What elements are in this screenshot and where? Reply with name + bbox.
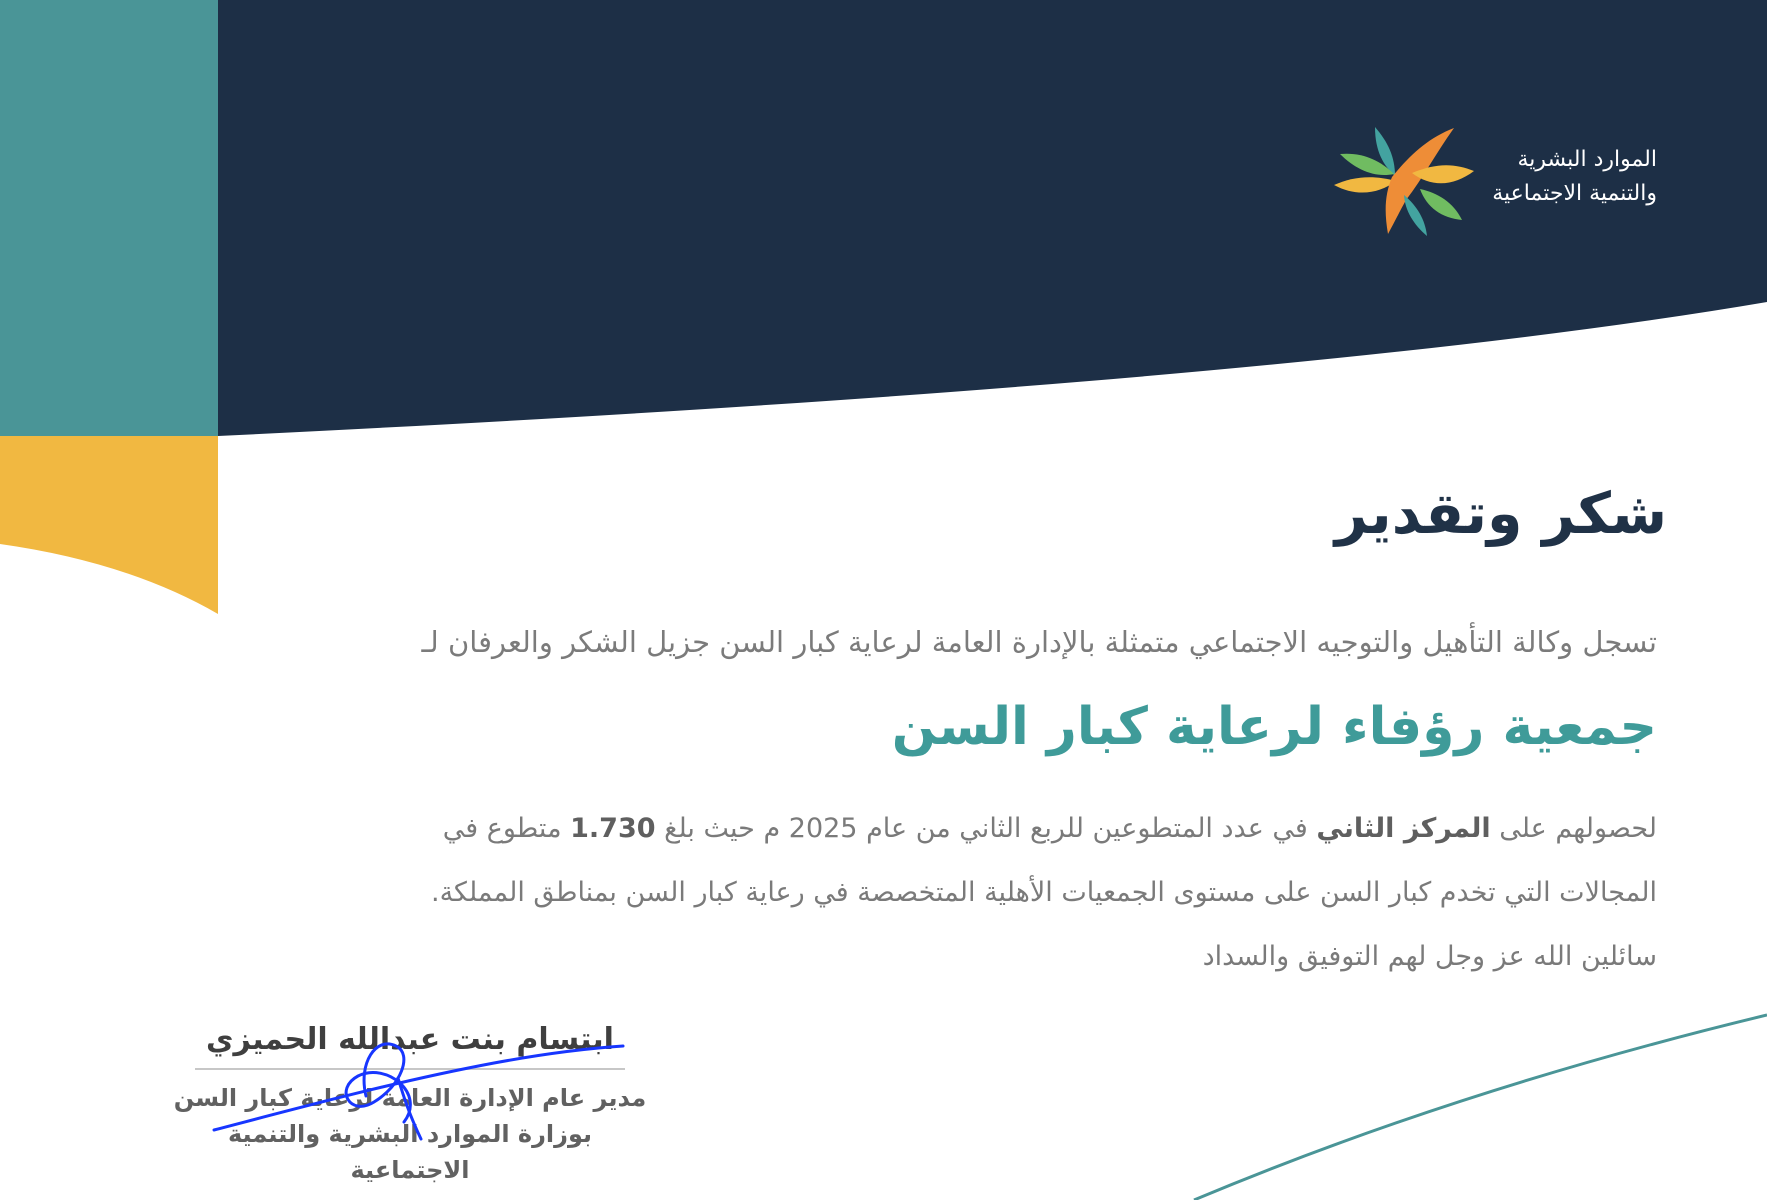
certificate-title: شكر وتقدير (1334, 481, 1667, 547)
signer-role-line-2: بوزارة الموارد البشرية والتنمية الاجتماعية (227, 1120, 593, 1184)
logo-line-2: والتنمية الاجتماعية (1492, 181, 1657, 206)
body-line-1-prefix: لحصولهم على (1490, 813, 1657, 844)
logo-teal-bottom (1404, 195, 1427, 236)
logo-green-right (1420, 189, 1462, 220)
ministry-star-logo-icon (1332, 118, 1474, 236)
handwritten-signature (208, 1028, 628, 1148)
left-teal-panel (0, 0, 218, 440)
logo-text (1492, 143, 1657, 211)
body-line-1 (137, 797, 1657, 861)
body-line-2: المجالات التي تخدم كبار السن على مستوى الجمعيات الأهلية المتخصصة في رعاية كبار السن بمناطق المملكة. (431, 877, 1657, 908)
ministry-logo (1332, 118, 1657, 236)
left-yellow-accent (0, 436, 218, 614)
body-line-1-suffix: متطوع في (442, 813, 571, 844)
body-line-3: سائلين الله عز وجل لهم التوفيق والسداد (1202, 941, 1657, 972)
body-line-1-middle: في عدد المتطوعين للربع الثاني من عام 2025 م حيث بلغ (655, 813, 1317, 844)
certificate-body (137, 797, 1657, 989)
recipient-name: جمعية رؤفاء لرعاية كبار السن (891, 697, 1657, 757)
volunteer-count: 1.730 (570, 813, 656, 844)
ranking-text: المركز الثاني (1316, 813, 1491, 844)
intro-text: تسجل وكالة التأهيل والتوجيه الاجتماعي متمثلة بالإدارة العامة لرعاية كبار السن جزيل الشكر والعرفان لـ (421, 625, 1657, 659)
signer-name: ابتسام بنت عبدالله الحميزي (206, 1022, 614, 1057)
signature-stroke-tail (398, 1078, 421, 1139)
logo-yellow-left (1334, 177, 1396, 192)
signer-role-line-1: مدير عام الإدارة العامة لرعاية كبار السن (173, 1084, 647, 1112)
logo-line-1: الموارد البشرية (1517, 147, 1657, 172)
signature-stroke-main (214, 1046, 623, 1130)
bottom-right-accent-curve (1194, 1015, 1767, 1200)
